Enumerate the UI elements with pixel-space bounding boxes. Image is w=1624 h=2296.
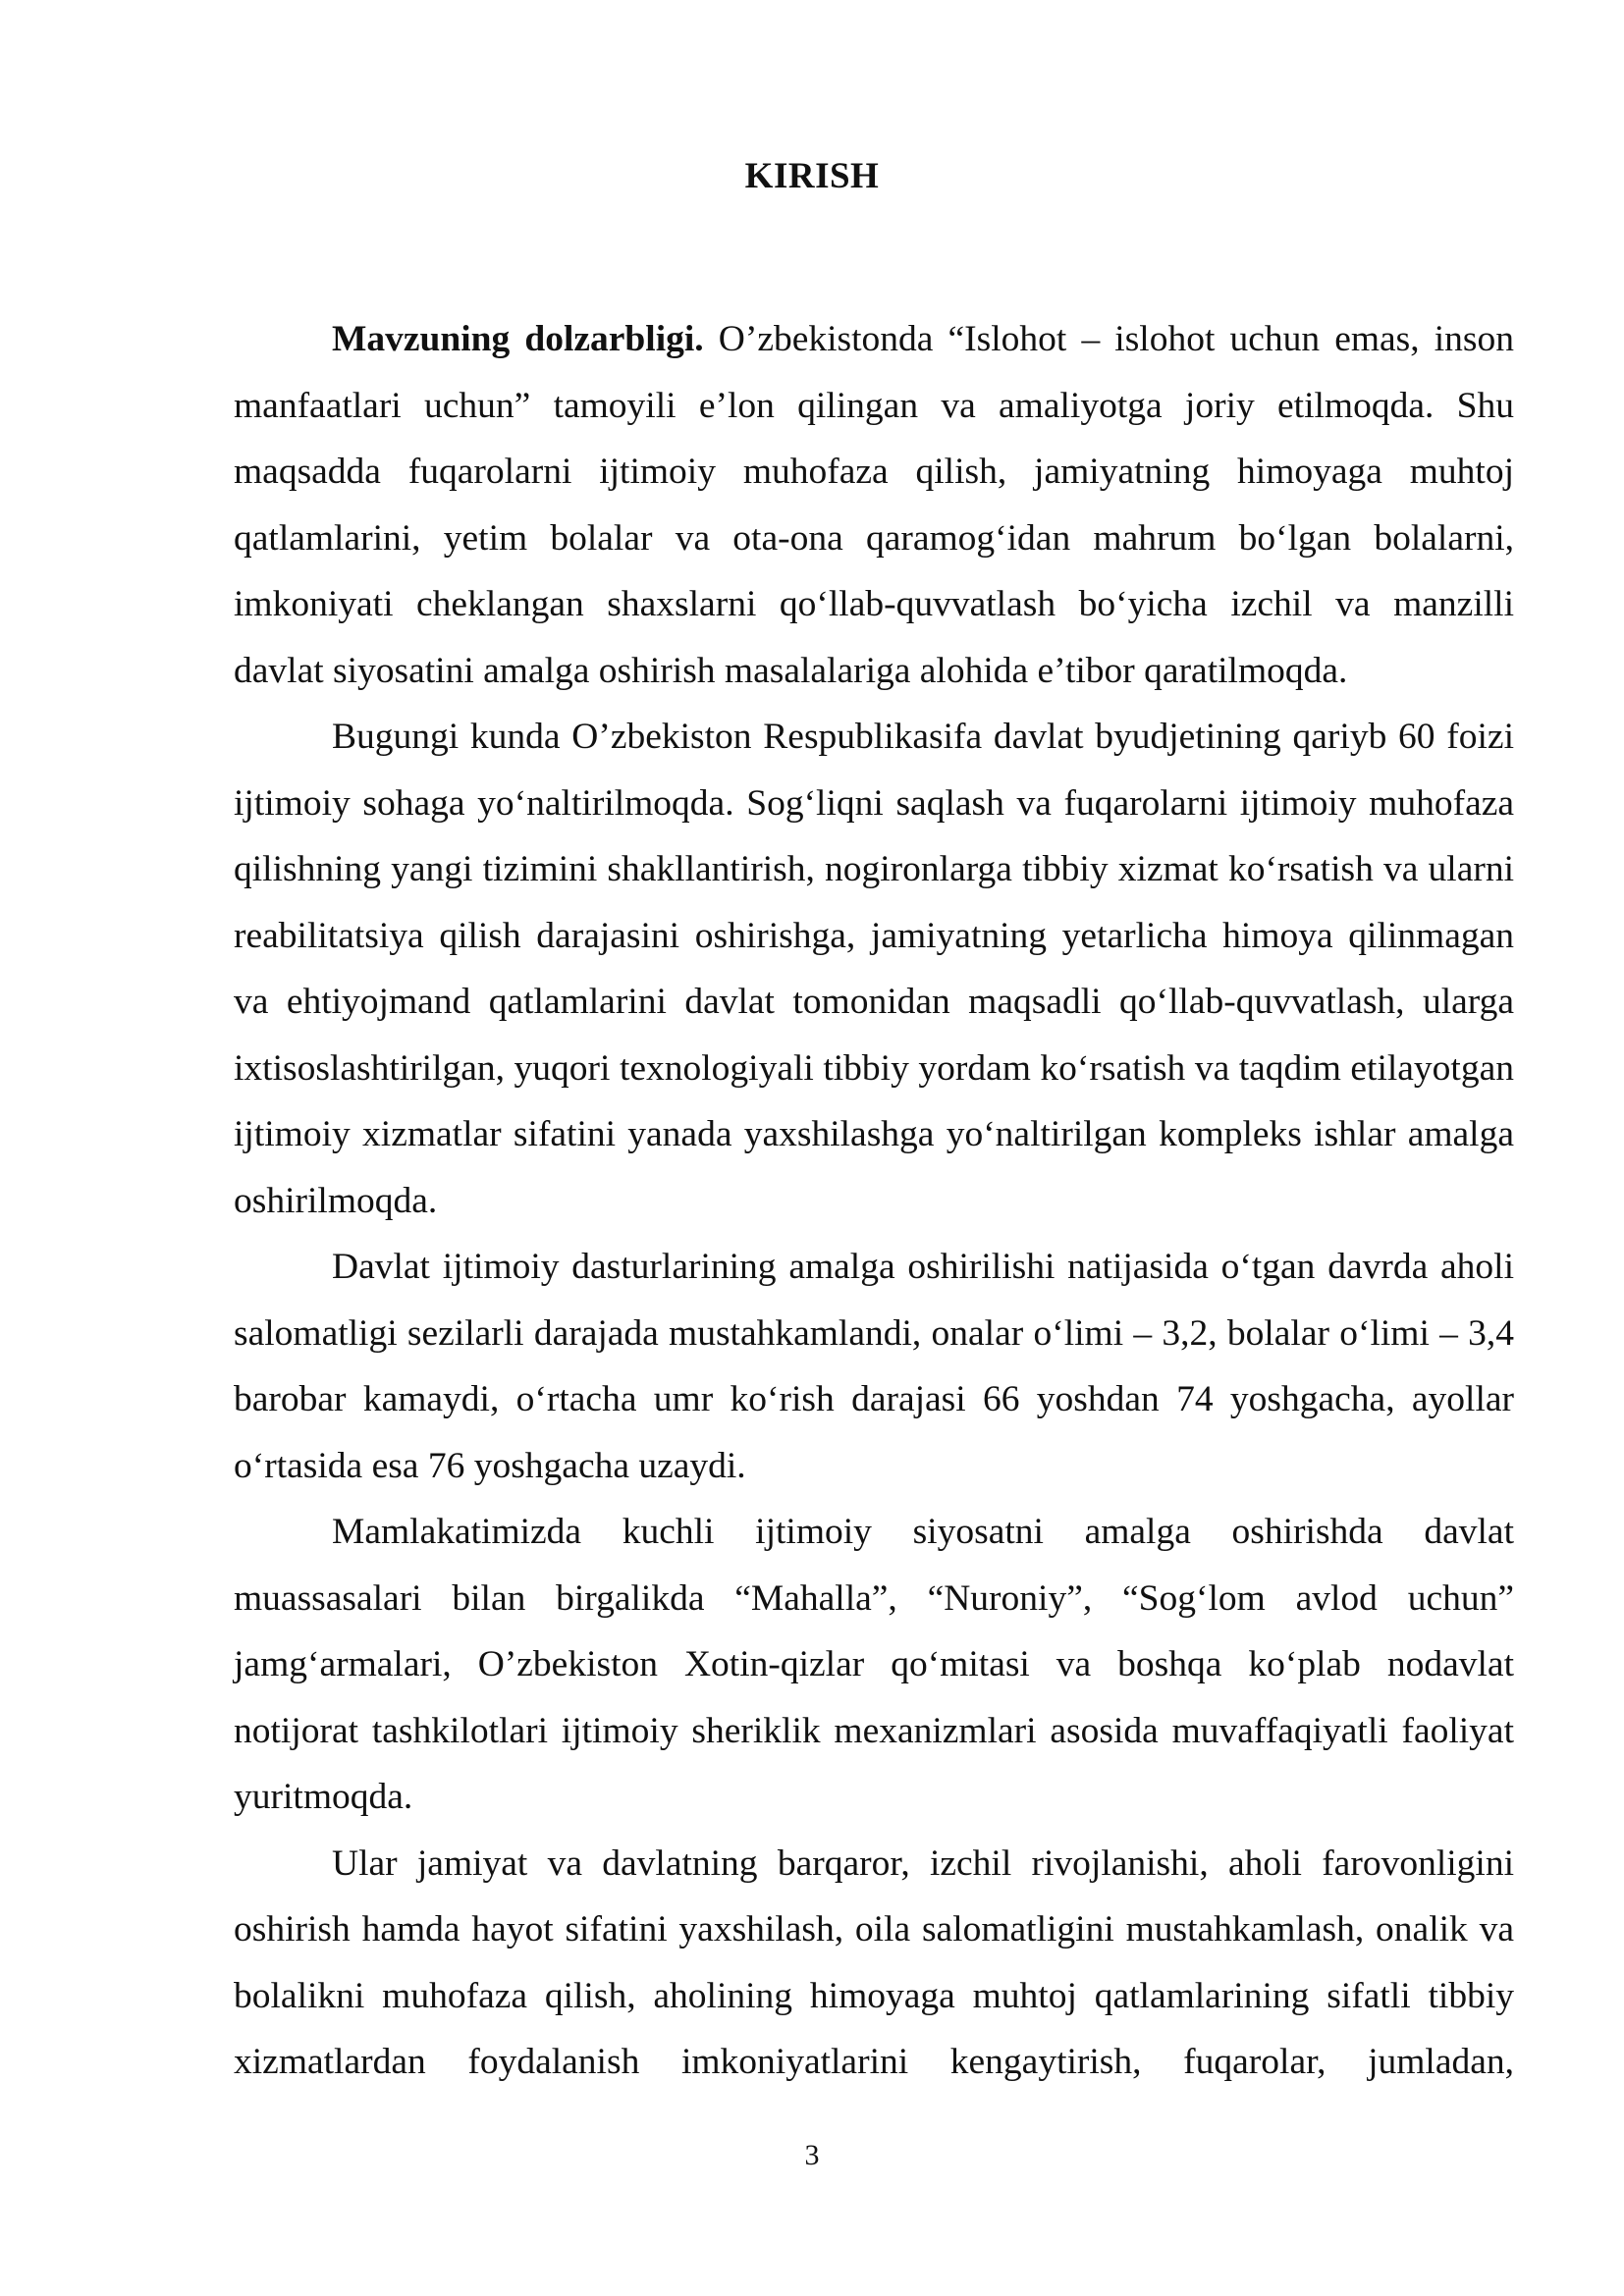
paragraph-goals: Ular jamiyat va davlatning barqaror, izchil rivojlanishi, aholi farovonligini oshirish hamda hayot sifatini yaxshilash, oila salomatligini mustahkamlash, onalik va bolalikni muhofaza qilish, aholining himoyaga muhtoj qatlamlarining sifatli tibbiy xizmatlardan foydalanish imkoniyatlarini kengaytirish, fuqarolar, jumladan, xyxy=(234,1842,1514,2082)
paragraph-organizations: Mamlakatimizda kuchli ijtimoiy siyosatni amalga oshirishda davlat muassasalari bilan birgalikda “Mahalla”, “Nuroniy”, “Sog‘lom avlod uchun” jamg‘armalari, O’zbekiston Xotin-qizlar qo‘mitasi va boshqa ko‘plab nodavlat notijorat tashkilotlari ijtimoiy sheriklik mexanizmlari asosida muvaffaqiyatli faoliyat yuritmoqda. xyxy=(234,1512,1514,1817)
paragraph-relevance xyxy=(234,306,1514,704)
paragraph-health-results: Davlat ijtimoiy dasturlarining amalga oshirilishi natijasida o‘tgan davrda aholi salomatligi sezilarli darajada mustahkamlandi, onalar o‘limi – 3,2, bolalar o‘limi – 3,4 barobar kamaydi, o‘rtacha umr ko‘rish darajasi 66 yoshdan 74 yoshgacha, ayollar o‘rtasida esa 76 yoshgacha uzaydi. xyxy=(234,1247,1514,1486)
paragraph-budget: Bugungi kunda O’zbekiston Respublikasifa davlat byudjetining qariyb 60 foizi ijtimoiy sohaga yo‘naltirilmoqda. Sog‘liqni saqlash va fuqarolarni ijtimoiy muhofaza qilishning yangi tizimini shakllantirish, nogironlarga tibbiy xizmat ko‘rsatish va ularni reabilitatsiya qilish darajasini oshirishga, jamiyatning yetarlicha himoya qilinmagan va ehtiyojmand qatlamlarini davlat tomonidan maqsadli qo‘llab-quvvatlash, ularga ixtisoslashtirilgan, yuqori texnologiyali tibbiy yordam ko‘rsatish va taqdim etilayotgan ijtimoiy xizmatlar sifatini yanada yaxshilashga yo‘naltirilgan kompleks ishlar amalga oshirilmoqda. xyxy=(234,717,1514,1221)
page-number: 3 xyxy=(804,2139,820,2171)
paragraph-lead: Mavzuning dolzarbligi. xyxy=(332,319,704,359)
body-text xyxy=(234,306,1514,2096)
page-heading: KIRISH xyxy=(744,156,880,196)
paragraph-text: O’zbekistonda “Islohot – islohot uchun emas, inson manfaatlari uchun” tamoyili e’lon qilingan va amaliyotga joriy etilmoqda. Shu maqsadda fuqarolarni ijtimoiy muhofaza qilish, jamiyatning himoyaga muhtoj qatlamlarini, yetim bolalar va ota-ona qaramog‘idan mahrum bo‘lgan bolalarni, imkoniyati cheklangan shaxslarni qo‘llab-quvvatlash bo‘yicha izchil va manzilli davlat siyosatini amalga oshirish masalalariga alohida e’tibor qaratilmoqda. xyxy=(234,319,1514,691)
